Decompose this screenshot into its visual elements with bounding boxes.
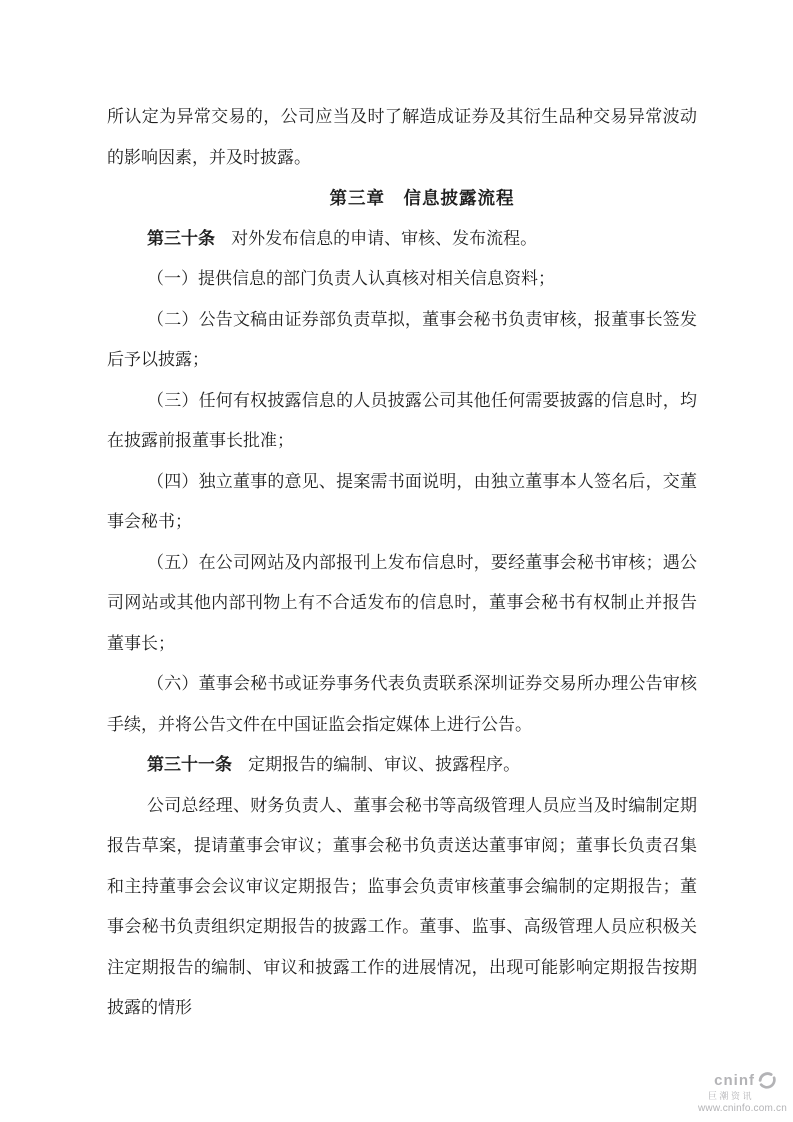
cninfo-logo-row <box>667 1070 787 1090</box>
article-30-item-6: （六）董事会秘书或证券事务代表负责联系深圳证券交易所办理公告审核手续，并将公告文件在中国证监会指定媒体上进行公告。 <box>107 674 697 734</box>
article-30-item-2: （二）公告文稿由证券部负责草拟，董事会秘书负责审核，报董事长签发后予以披露； <box>107 309 697 369</box>
article-30-number: 第三十条 <box>147 228 215 248</box>
article-31-heading <box>107 745 697 786</box>
article-31-number: 第三十一条 <box>147 755 232 774</box>
article-30-heading <box>107 219 697 260</box>
cninfo-swirl-icon <box>757 1070 777 1090</box>
cninfo-watermark <box>667 1070 787 1114</box>
cninfo-brand-name: 巨潮资讯 <box>707 1091 754 1101</box>
article-30-item-1: （一）提供信息的部门负责人认真核对相关信息资料； <box>147 269 555 288</box>
intro-paragraph: 所认定为异常交易的，公司应当及时了解造成证券及其衍生品种交易异常波动的影响因素，并及时披露。 <box>107 107 697 167</box>
article-30-item-5: （五）在公司网站及内部报刊上发布信息时，要经董事会秘书审核；遇公司网站或其他内部刊物上有不合适发布的信息时，董事会秘书有权制止并报告董事长； <box>107 552 697 653</box>
article-30-item-4: （四）独立董事的意见、提案需书面说明，由独立董事本人签名后，交董事会秘书； <box>107 471 697 531</box>
article-30-item-3: （三）任何有权披露信息的人员披露公司其他任何需要披露的信息时，均在披露前报董事长批准； <box>107 390 697 450</box>
article-30-title: 对外发布信息的申请、审核、发布流程。 <box>231 228 538 248</box>
cninfo-website: www.cninfo.com.cn <box>698 1103 787 1114</box>
cninfo-logo-text: cninf <box>714 1071 755 1089</box>
document-body <box>107 97 697 1029</box>
chapter-heading: 第三章 信息披露流程 <box>329 188 515 208</box>
article-31-title: 定期报告的编制、审议、披露程序。 <box>248 755 521 774</box>
article-31-body: 公司总经理、财务负责人、董事会秘书等高级管理人员应当及时编制定期报告草案，提请董事会审议；董事会秘书负责送达董事审阅；董事长负责召集和主持董事会会议审议定期报告；监事会负责审核董事会编制的定期报告；董事会秘书负责组织定期报告的披露工作。董事、监事、高级管理人员应积极关注定期报告的编制、审议和披露工作的进展情况，出现可能影响定期报告按期披露的情形 <box>107 795 697 1017</box>
